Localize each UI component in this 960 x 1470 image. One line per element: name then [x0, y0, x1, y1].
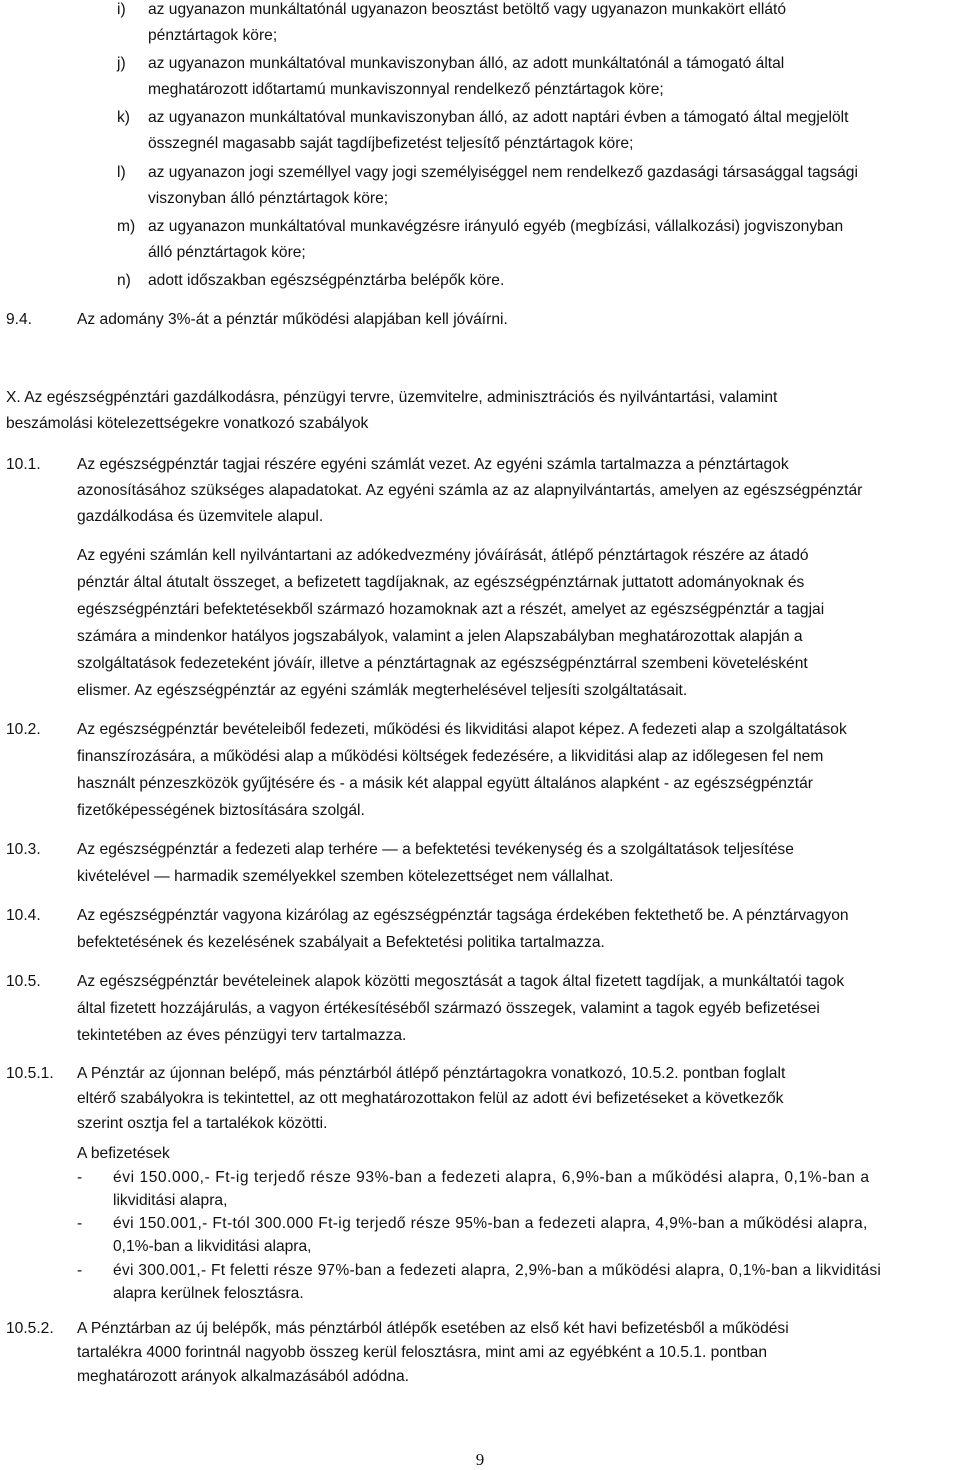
section-number: 10.2.: [6, 721, 41, 738]
paragraph-line: elismer. Az egészségpénztár az egyéni számlák megterhelésével teljesíti szolgáltatásait.: [77, 682, 688, 699]
dash-bullet: -: [77, 1215, 83, 1232]
paragraph-line: Az egészségpénztár vagyona kizárólag az egészségpénztár tagsága érdekében fektethető be. A pénztárvagyon: [77, 907, 849, 924]
list-item-line: az ugyanazon munkáltatónál ugyanazon beosztást betöltő vagy ugyanazon munkakört ellátó: [148, 1, 787, 18]
paragraph-line: eltérő szabályokra is tekintettel, az ott meghatározottakon felül az adott évi befizetéseket a következők: [77, 1090, 784, 1107]
list-marker: j): [117, 55, 126, 72]
paragraph-line: finanszírozására, a működési alap a működési költségek fedezésére, a likviditási alap az időlegesen fel nem: [77, 748, 824, 765]
paragraph-line: tekintetében az éves pénzügyi terv tartalmazza.: [77, 1027, 407, 1044]
paragraph-line: gazdálkodása és üzemvitele alapul.: [77, 508, 324, 525]
bullet-line: évi 150.000,- Ft-ig terjedő része 93%-ban a fedezeti alapra, 6,9%-ban a működési alapra, 0,1%-ban a: [113, 1169, 870, 1186]
paragraph-line: fizetőképességének biztosítására szolgál.: [77, 802, 365, 819]
list-item-line: az ugyanazon munkáltatóval munkavégzésre irányuló egyéb (megbízási, vállalkozási) jogviszonyban: [148, 218, 844, 235]
paragraph-line: Az egészségpénztár tagjai részére egyéni számlát vezet. Az egyéni számla tartalmazza a pénztártagok: [77, 456, 789, 473]
section-number: 10.5.2.: [6, 1320, 54, 1337]
list-item-line: pénztártagok köre;: [148, 27, 278, 44]
section-number: 10.5.1.: [6, 1065, 54, 1082]
chapter-heading-line: X. Az egészségpénztári gazdálkodásra, pénzügyi tervre, üzemvitelre, adminisztrációs és nyilvántartási, valamint: [6, 389, 778, 406]
section-number: 10.3.: [6, 841, 41, 858]
paragraph-line: A Pénztár az újonnan belépő, más pénztárból átlépő pénztártagokra vonatkozó, 10.5.2. pontban foglalt: [77, 1065, 786, 1082]
section-number: 9.4.: [6, 311, 33, 328]
paragraph-line: kivételével — harmadik személyekkel szemben kötelezettséget nem vállalhat.: [77, 868, 614, 885]
bullet-line: alapra kerülnek felosztásra.: [113, 1285, 304, 1302]
paragraph-line: tartalékra 4000 forintnál nagyobb összeg kerül felosztásra, mint ami az egyébként a 10.5.1. pontban: [77, 1344, 768, 1361]
bullet-line: 0,1%-ban a likviditási alapra,: [113, 1238, 312, 1255]
paragraph-line: Az egészségpénztár bevételeinek alapok közötti megosztását a tagok által fizetett tagdíjak, a munkáltatói tagok: [77, 973, 845, 990]
paragraph-line: által fizetett hozzájárulás, a vagyon értékesítéséből származó összegek, valamint a tagok egyéb befizetései: [77, 1000, 820, 1017]
list-item-line: az ugyanazon jogi személlyel vagy jogi személyiséggel nem rendelkező gazdasági társasággal tagsági: [148, 164, 858, 181]
paragraph-line: szolgáltatások fedezeteként jóváír, illetve a pénztártagnak az egészségpénztárral szembeni követelésként: [77, 655, 808, 672]
paragraph-line: használt pénzeszközök gyűjtésére és - a másik két alappal együtt általános alapként - az egészségpénztár: [77, 775, 813, 792]
page-number: 9: [475, 1450, 485, 1469]
list-item-line: viszonyban álló pénztártagok köre;: [148, 190, 389, 207]
section-text: Az adomány 3%-át a pénztár működési alapjában kell jóváírni.: [77, 311, 508, 328]
list-marker: m): [117, 218, 136, 235]
list-marker: k): [117, 109, 130, 126]
list-item-line: összegnél magasabb saját tagdíjbefizetést teljesítő pénztártagok köre;: [148, 135, 634, 152]
paragraph-line: szerint osztja fel a tartalékok közötti.: [77, 1115, 328, 1132]
list-marker: n): [117, 272, 131, 289]
paragraph-line: pénztár által átutalt összeget, a befizetett tagdíjaknak, az egészségpénztárnak juttatott adományoknak és: [77, 574, 805, 591]
paragraph-line: egészségpénztári befektetésekből származó hozamoknak azt a részét, amelyet az egészségpénztár a tagjai: [77, 601, 825, 618]
dash-bullet: -: [77, 1169, 83, 1186]
bullet-line: likviditási alapra,: [113, 1192, 228, 1209]
chapter-heading-line: beszámolási kötelezettségekre vonatkozó szabályok: [6, 415, 369, 432]
list-marker: l): [117, 164, 126, 181]
paragraph-line: meghatározott arányok alkalmazásából adódna.: [77, 1368, 410, 1385]
list-item-line: adott időszakban egészségpénztárba belépők köre.: [148, 272, 505, 289]
paragraph-line: Az egészségpénztár bevételeiből fedezeti, működési és likviditási alapot képez. A fedezeti alap a szolgáltatások: [77, 721, 847, 738]
list-item-line: meghatározott időtartamú munkaviszonnyal rendelkező pénztártagok köre;: [148, 81, 664, 98]
paragraph-line: A Pénztárban az új belépők, más pénztárból átlépők esetében az első két havi befizetésből a működési: [77, 1320, 789, 1337]
bullet-line: évi 150.001,- Ft-tól 300.000 Ft-ig terjedő része 95%-ban a fedezeti alapra, 4,9%-ban a működési alapra,: [113, 1215, 868, 1232]
list-item-line: az ugyanazon munkáltatóval munkaviszonyban álló, az adott naptári évben a támogató által megjelölt: [148, 109, 849, 126]
list-item-line: álló pénztártagok köre;: [148, 244, 306, 261]
paragraph-line: befektetésének és kezelésének szabályait a Befektetési politika tartalmazza.: [77, 934, 605, 951]
bullet-line: évi 300.001,- Ft feletti része 97%-ban a fedezeti alapra, 2,9%-ban a működési alapra, 0,1%-ban a likviditási: [113, 1262, 882, 1279]
paragraph-line: számára a mindenkor hatályos jogszabályok, valamint a jelen Alapszabályban meghatározottak alapján a: [77, 628, 803, 645]
befizetesek-heading: A befizetések: [77, 1145, 170, 1162]
list-item-line: az ugyanazon munkáltatóval munkaviszonyban álló, az adott munkáltatónál a támogató által: [148, 55, 785, 72]
paragraph-line: Az egyéni számlán kell nyilvántartani az adókedvezmény jóváírását, átlépő pénztártagok részére az átadó: [77, 547, 809, 564]
section-number: 10.1.: [6, 456, 41, 473]
list-marker: i): [117, 1, 126, 18]
dash-bullet: -: [77, 1262, 83, 1279]
paragraph-line: Az egészségpénztár a fedezeti alap terhére — a befektetési tevékenység és a szolgáltatások teljesítése: [77, 841, 794, 858]
section-number: 10.5.: [6, 973, 41, 990]
paragraph-line: azonosításához szükséges alapadatokat. Az egyéni számla az az alapnyilvántartás, amelyen az egészségpénztár: [77, 482, 863, 499]
section-number: 10.4.: [6, 907, 41, 924]
